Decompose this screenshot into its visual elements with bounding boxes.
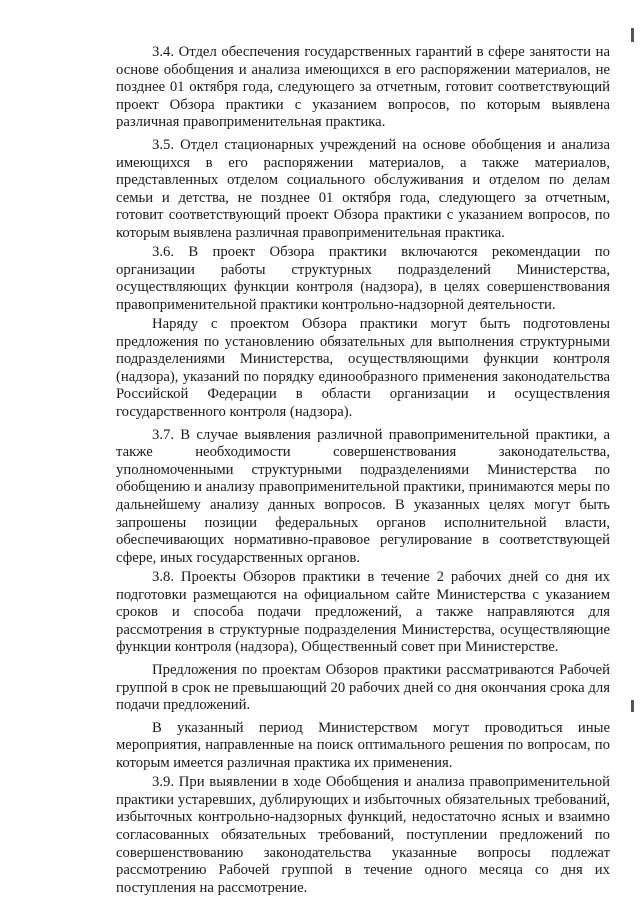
document-body	[116, 44, 610, 899]
paragraph-3-8-period: В указанный период Министерством могут проводиться иные мероприятия, направленные на поиск оптимального решения по вопросам, по которым имеется различная практика их применения.	[116, 719, 610, 771]
paragraph-3-4: 3.4. Отдел обеспечения государственных гарантий в сфере занятости на основе обобщения и анализа имеющихся в его распоряжении материалов, не позднее 01 октября года, следующего за отчетным, готовит соответствующий проект Обзора практики с указанием вопросов, по которым выявлена различная правоприменительная практика.	[116, 44, 610, 131]
paragraph-3-8-review: Предложения по проектам Обзоров практики рассматриваются Рабочей группой в срок не превышающий 20 рабочих дней со дня окончания срока для подачи предложений.	[116, 661, 610, 714]
paragraph-3-6-proposals: Наряду с проектом Обзора практики могут быть подготовлены предложения по установлению обязательных для выполнения структурными подразделениями Министерства, осуществляющими функции контроля (надзора), указаний по порядку единообразного применения законодательства Российской Федерации в области организации и осуществления государственного контроля (надзора).	[116, 316, 610, 421]
paragraph-3-8: 3.8. Проекты Обзоров практики в течение 2 рабочих дней со дня их подготовки размещаются на официальном сайте Министерства с указанием сроков и способа подачи предложений, а также направляются для рассмотрения в структурные подразделения Министерства, осуществляющие функции контроля (надзора), Общественный совет при Министерстве.	[116, 569, 610, 656]
scan-edge-mark	[631, 700, 634, 712]
paragraph-3-5: 3.5. Отдел стационарных учреждений на основе обобщения и анализа имеющихся в его распоряжении материалов, а также материалов, представленных отделом социального обслуживания и отделом по делам семьи и детства, не позднее 01 октября года, следующего за отчетным, готовит соответствующий проект Обзора практики с указанием вопросов, по которым выявлена различная правоприменительная практика.	[116, 136, 610, 241]
paragraph-3-7: 3.7. В случае выявления различной правоприменительной практики, а также необходимости совершенствования законодательства, уполномоченными структурными подразделениями Министерства по обобщению и анализу правоприменительной практики, принимаются меры по дальнейшему анализу данных вопросов. В указанных целях могут быть запрошены позиции федеральных органов исполнительной власти, обеспечивающих нормативно-правовое регулирование в соответствующей сфере, иных государственных органов.	[116, 426, 610, 566]
scan-edge-mark	[631, 28, 634, 42]
paragraph-3-9: 3.9. При выявлении в ходе Обобщения и анализа правоприменительной практики устаревших, дублирующих и избыточных обязательных требований, избыточных контрольно-надзорных функций, недостаточно ясных и взаимно согласованных обязательных требований, поступлении предложений по совершенствованию законодательства указанные вопросы подлежат рассмотрению Рабочей группой в течение одного месяца со дня их поступления на рассмотрение.	[116, 774, 610, 896]
paragraph-3-6: 3.6. В проект Обзора практики включаются рекомендации по организации работы структурных подразделений Министерства, осуществляющих функции контроля (надзора), в целях совершенствования правоприменительной практики контрольно-надзорной деятельности.	[116, 244, 610, 313]
